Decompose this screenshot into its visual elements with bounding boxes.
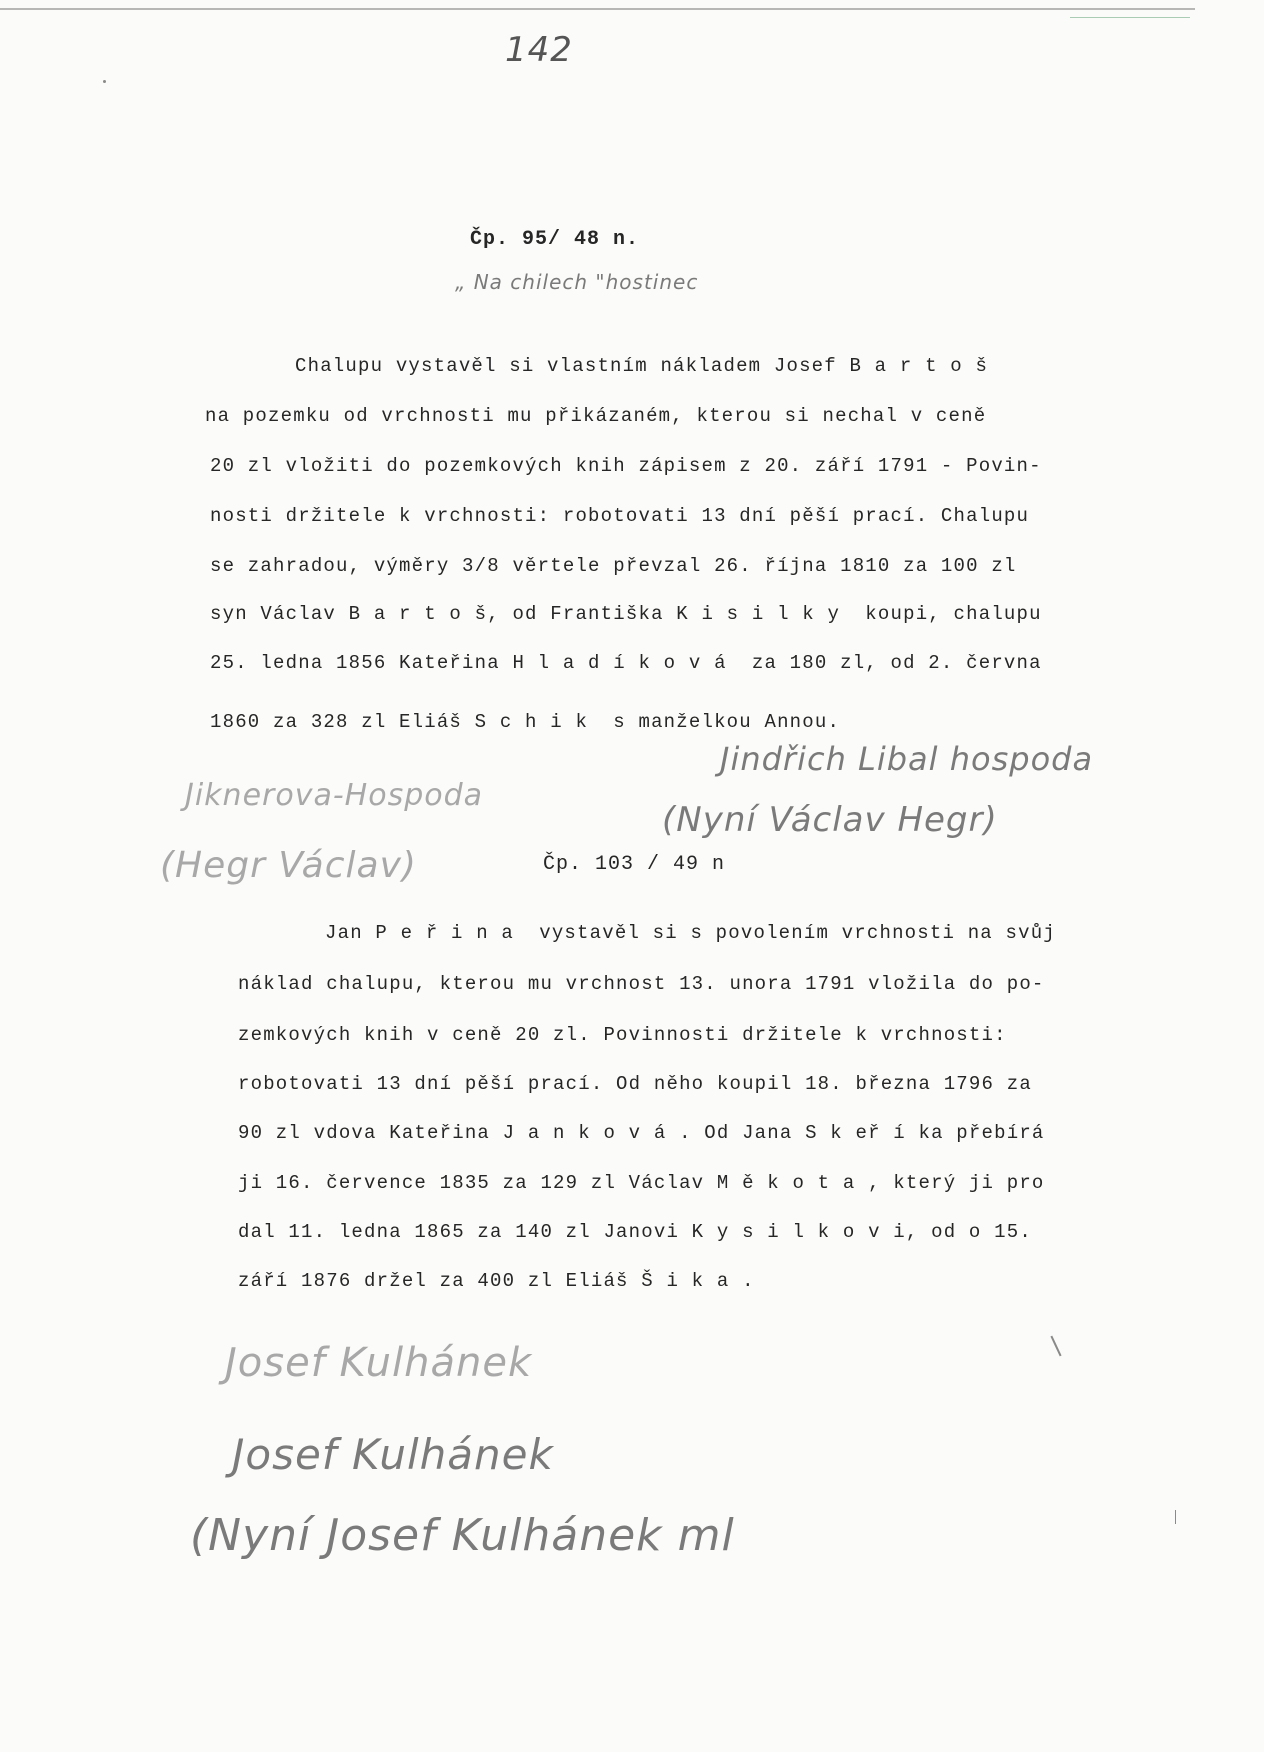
section1-line: 20 zl vložiti do pozemkových knih zápisem z 20. září 1791 - Povin- [210, 455, 1042, 477]
section1-line: se zahradou, výměry 3/8 věrtele převzal 26. října 1810 za 100 zl [210, 555, 1017, 577]
section1-line: nosti držitele k vrchnosti: robotovati 13 dní pěší prací. Chalupu [210, 505, 1030, 527]
bottom-note-3: (Nyní Josef Kulhánek ml [190, 1510, 735, 1561]
section2-line: ji 16. července 1835 za 129 zl Václav M ě k o t a , který ji pro [238, 1172, 1045, 1194]
stray-mark [1175, 1510, 1176, 1524]
section2-heading: Čp. 103 / 49 n [543, 853, 726, 876]
section1-line: Chalupu vystavěl si vlastním nákladem Josef B a r t o š [295, 355, 989, 377]
section1-heading: Čp. 95/ 48 n. [470, 228, 640, 251]
section2-line: 90 zl vdova Kateřina J a n k o v á . Od Jana S k eř í ka přebírá [238, 1122, 1045, 1144]
stray-mark [1050, 1336, 1061, 1357]
margin-note-right-2: (Nyní Václav Hegr) [662, 800, 998, 840]
section1-line: syn Václav B a r t o š, od Františka K i s i l k y koupi, chalupu [210, 603, 1042, 625]
margin-note-right-1: Jindřich Libal hospoda [720, 740, 1094, 778]
section2-line: září 1876 držel za 400 zl Eliáš Š i k a . [238, 1270, 755, 1292]
section2-line: robotovati 13 dní pěší prací. Od něho koupil 18. března 1796 za [238, 1073, 1032, 1095]
section2-line: zemkových knih v ceně 20 zl. Povinnosti držitele k vrchnosti: [238, 1024, 1007, 1046]
page-number: 142 [505, 30, 573, 70]
section2-line: dal 11. ledna 1865 za 140 zl Janovi K y s i l k o v i, od o 15. [238, 1221, 1032, 1243]
section1-line: na pozemku od vrchnosti mu přikázaném, kterou si nechal v ceně [205, 405, 987, 427]
margin-note-left-2: (Hegr Václav) [160, 845, 417, 886]
section2-line: Jan P e ř i n a vystavěl si s povolením vrchnosti na svůj [325, 922, 1056, 944]
section2-line: náklad chalupu, kterou mu vrchnost 13. unora 1791 vložila do po- [238, 973, 1045, 995]
bottom-note-2: Josef Kulhánek [232, 1430, 554, 1479]
top-edge-line-accent [1070, 17, 1190, 18]
top-edge-line [0, 8, 1195, 10]
stray-mark [103, 80, 106, 83]
bottom-note-1: Josef Kulhánek [225, 1340, 533, 1386]
section1-handwritten-note: „ Na chilech "hostinec [455, 270, 699, 294]
section1-line: 25. ledna 1856 Kateřina H l a d í k o v á za 180 zl, od 2. června [210, 652, 1042, 674]
margin-note-left-1: Jiknerova-Hospoda [185, 778, 484, 813]
section1-line: 1860 za 328 zl Eliáš S c h i k s manželkou Annou. [210, 711, 841, 733]
